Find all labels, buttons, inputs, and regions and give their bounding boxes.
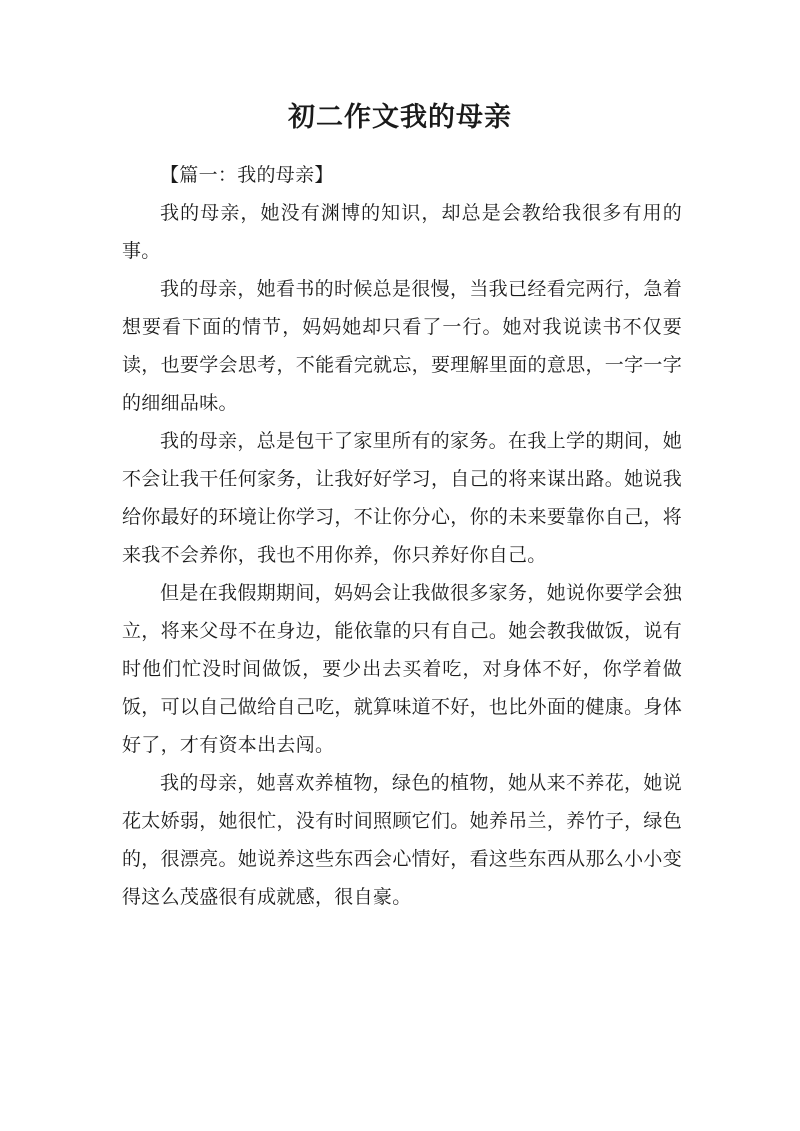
- paragraph-2: 我的母亲，她看书的时候总是很慢，当我已经看完两行，急着想要看下面的情节，妈妈她却只看了一行。她对我说读书不仅要读，也要学会思考，不能看完就忘，要理解里面的意思，一字一字的细细品味。: [122, 278, 682, 414]
- paragraph-1: 我的母亲，她没有渊博的知识，却总是会教给我很多有用的事。: [122, 202, 682, 262]
- paragraph-4: 但是在我假期期间，妈妈会让我做很多家务，她说你要学会独立，将来父母不在身边，能依靠的只有自己。她会教我做饭，说有时他们忙没时间做饭，要少出去买着吃，对身体不好，你学着做饭，可以自己做给自己吃，就算味道不好，也比外面的健康。身体好了，才有资本出去闯。: [122, 582, 682, 756]
- document-body: [122, 156, 682, 916]
- section-heading: 【篇一：我的母亲】: [160, 164, 334, 186]
- document-title: 初二作文我的母亲: [288, 102, 512, 133]
- paragraph-5: 我的母亲，她喜欢养植物，绿色的植物，她从来不养花，她说花太娇弱，她很忙，没有时间照顾它们。她养吊兰，养竹子，绿色的，很漂亮。她说养这些东西会心情好，看这些东西从那么小小变得这么茂盛很有成就感，很自豪。: [122, 772, 682, 908]
- paragraph-3: 我的母亲，总是包干了家里所有的家务。在我上学的期间，她不会让我干任何家务，让我好好学习，自己的将来谋出路。她说我给你最好的环境让你学习，不让你分心，你的未来要靠你自己，将来我不会养你，我也不用你养，你只养好你自己。: [122, 430, 682, 566]
